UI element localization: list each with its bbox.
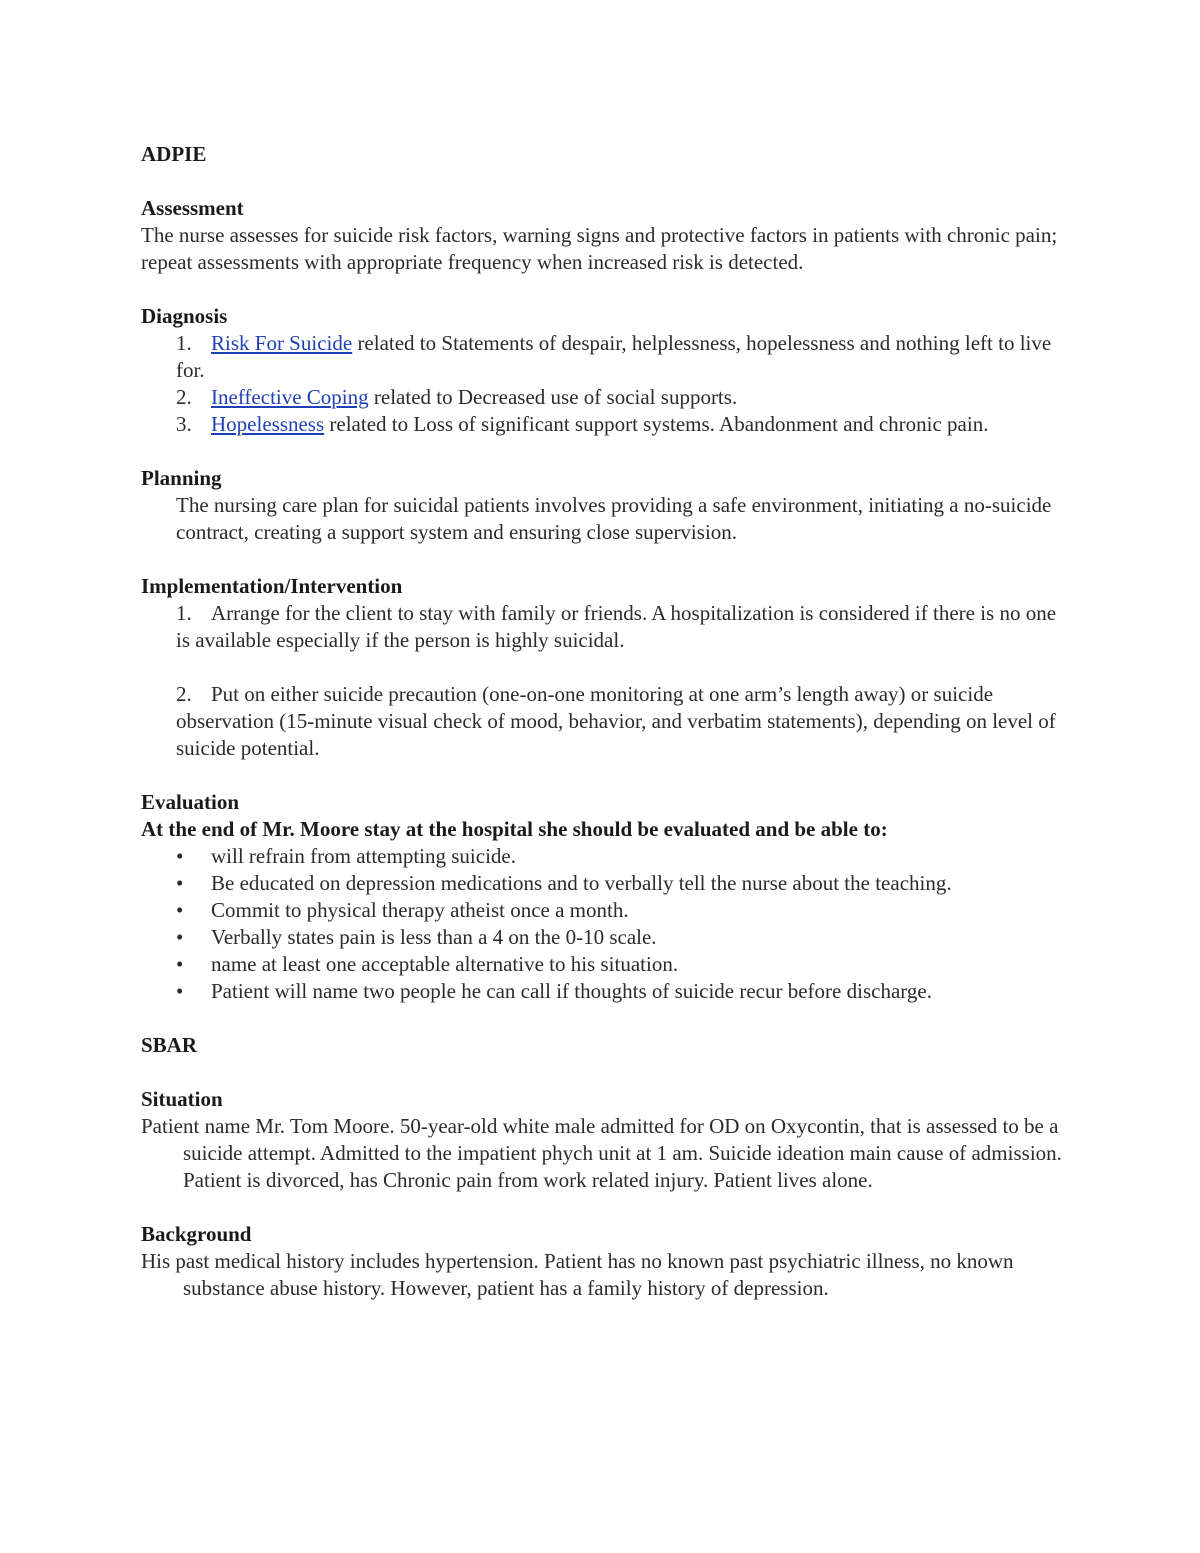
bullet-icon: • xyxy=(176,979,184,1003)
spacer xyxy=(141,438,1071,465)
document-page xyxy=(141,141,1071,1302)
evaluation-list xyxy=(141,843,1071,1005)
bullet-icon: • xyxy=(176,871,184,895)
bullet-icon: • xyxy=(176,844,184,868)
list-item xyxy=(141,924,1071,951)
assessment-heading: Assessment xyxy=(141,196,244,220)
evaluation-subheading: At the end of Mr. Moore stay at the hospital she should be evaluated and be able to: xyxy=(141,817,888,841)
diagnosis-item-text: related to Statements of despair, helplessness, hopelessness and nothing left to live for. xyxy=(176,331,1052,382)
implementation-item-text: Arrange for the client to stay with family or friends. A hospitalization is considered if there is no one is available especially if the person is highly suicidal. xyxy=(176,601,1057,652)
evaluation-heading: Evaluation xyxy=(141,790,240,814)
planning-heading: Planning xyxy=(141,466,222,490)
list-item-text: name at least one acceptable alternative to his situation. xyxy=(211,952,679,976)
list-item-text: Verbally states pain is less than a 4 on the 0-10 scale. xyxy=(211,925,657,949)
item-number: 1. xyxy=(176,601,192,625)
planning-text: The nursing care plan for suicidal patients involves providing a safe environment, initiating a no-suicide contract, creating a support system and ensuring close supervision. xyxy=(176,493,1052,544)
item-number: 1. xyxy=(176,331,192,355)
list-item xyxy=(141,897,1071,924)
spacer xyxy=(141,762,1071,789)
diagnosis-item xyxy=(141,330,1071,384)
bullet-icon: • xyxy=(176,952,184,976)
item-number: 3. xyxy=(176,412,192,436)
diagnosis-heading: Diagnosis xyxy=(141,304,228,328)
diagnosis-item-text: related to Loss of significant support systems. Abandonment and chronic pain. xyxy=(324,412,989,436)
list-item-text: Be educated on depression medications and to verbally tell the nurse about the teaching. xyxy=(211,871,952,895)
background-heading: Background xyxy=(141,1222,252,1246)
bullet-icon: • xyxy=(176,898,184,922)
list-item xyxy=(141,870,1071,897)
implementation-item xyxy=(141,681,1071,762)
item-number: 2. xyxy=(176,385,192,409)
adpie-title: ADPIE xyxy=(141,142,207,166)
spacer xyxy=(141,276,1071,303)
diagnosis-item-text: related to Decreased use of social supports. xyxy=(368,385,738,409)
implementation-item xyxy=(141,600,1071,654)
situation-text: Patient name Mr. Tom Moore. 50-year-old white male admitted for OD on Oxycontin, that is assessed to be a suicide attempt. Admitted to the impatient phych unit at 1 am. Suicide ideation main cause of admission. Patient is divorced, has Chronic pain from work related injury. Patient lives alone. xyxy=(141,1114,1062,1192)
implementation-heading: Implementation/Intervention xyxy=(141,574,403,598)
list-item xyxy=(141,978,1071,1005)
spacer xyxy=(141,1005,1071,1032)
list-item-text: Patient will name two people he can call if thoughts of suicide recur before discharge. xyxy=(211,979,932,1003)
spacer xyxy=(141,1059,1071,1086)
assessment-text: The nurse assesses for suicide risk factors, warning signs and protective factors in patients with chronic pain; repeat assessments with appropriate frequency when increased risk is detected. xyxy=(141,223,1058,274)
implementation-item-text: Put on either suicide precaution (one-on-one monitoring at one arm’s length away) or suicide observation (15-minute visual check of mood, behavior, and verbatim statements), depending on level of suicide potential. xyxy=(176,682,1056,760)
spacer xyxy=(141,654,1071,681)
diagnosis-item xyxy=(141,411,1071,438)
diagnosis-item xyxy=(141,384,1071,411)
list-item-text: will refrain from attempting suicide. xyxy=(211,844,516,868)
item-number: 2. xyxy=(176,682,192,706)
situation-heading: Situation xyxy=(141,1087,223,1111)
background-text: His past medical history includes hypertension. Patient has no known past psychiatric illness, no known substance abuse history. However, patient has a family history of depression. xyxy=(141,1249,1014,1300)
spacer xyxy=(141,168,1071,195)
list-item xyxy=(141,951,1071,978)
list-item-text: Commit to physical therapy atheist once a month. xyxy=(211,898,629,922)
ineffective-coping-link[interactable]: Ineffective Coping xyxy=(211,385,369,409)
list-item xyxy=(141,843,1071,870)
risk-for-suicide-link[interactable]: Risk For Suicide xyxy=(211,331,353,355)
spacer xyxy=(141,1194,1071,1221)
bullet-icon: • xyxy=(176,925,184,949)
hopelessness-link[interactable]: Hopelessness xyxy=(211,412,325,436)
sbar-title: SBAR xyxy=(141,1033,198,1057)
spacer xyxy=(141,546,1071,573)
